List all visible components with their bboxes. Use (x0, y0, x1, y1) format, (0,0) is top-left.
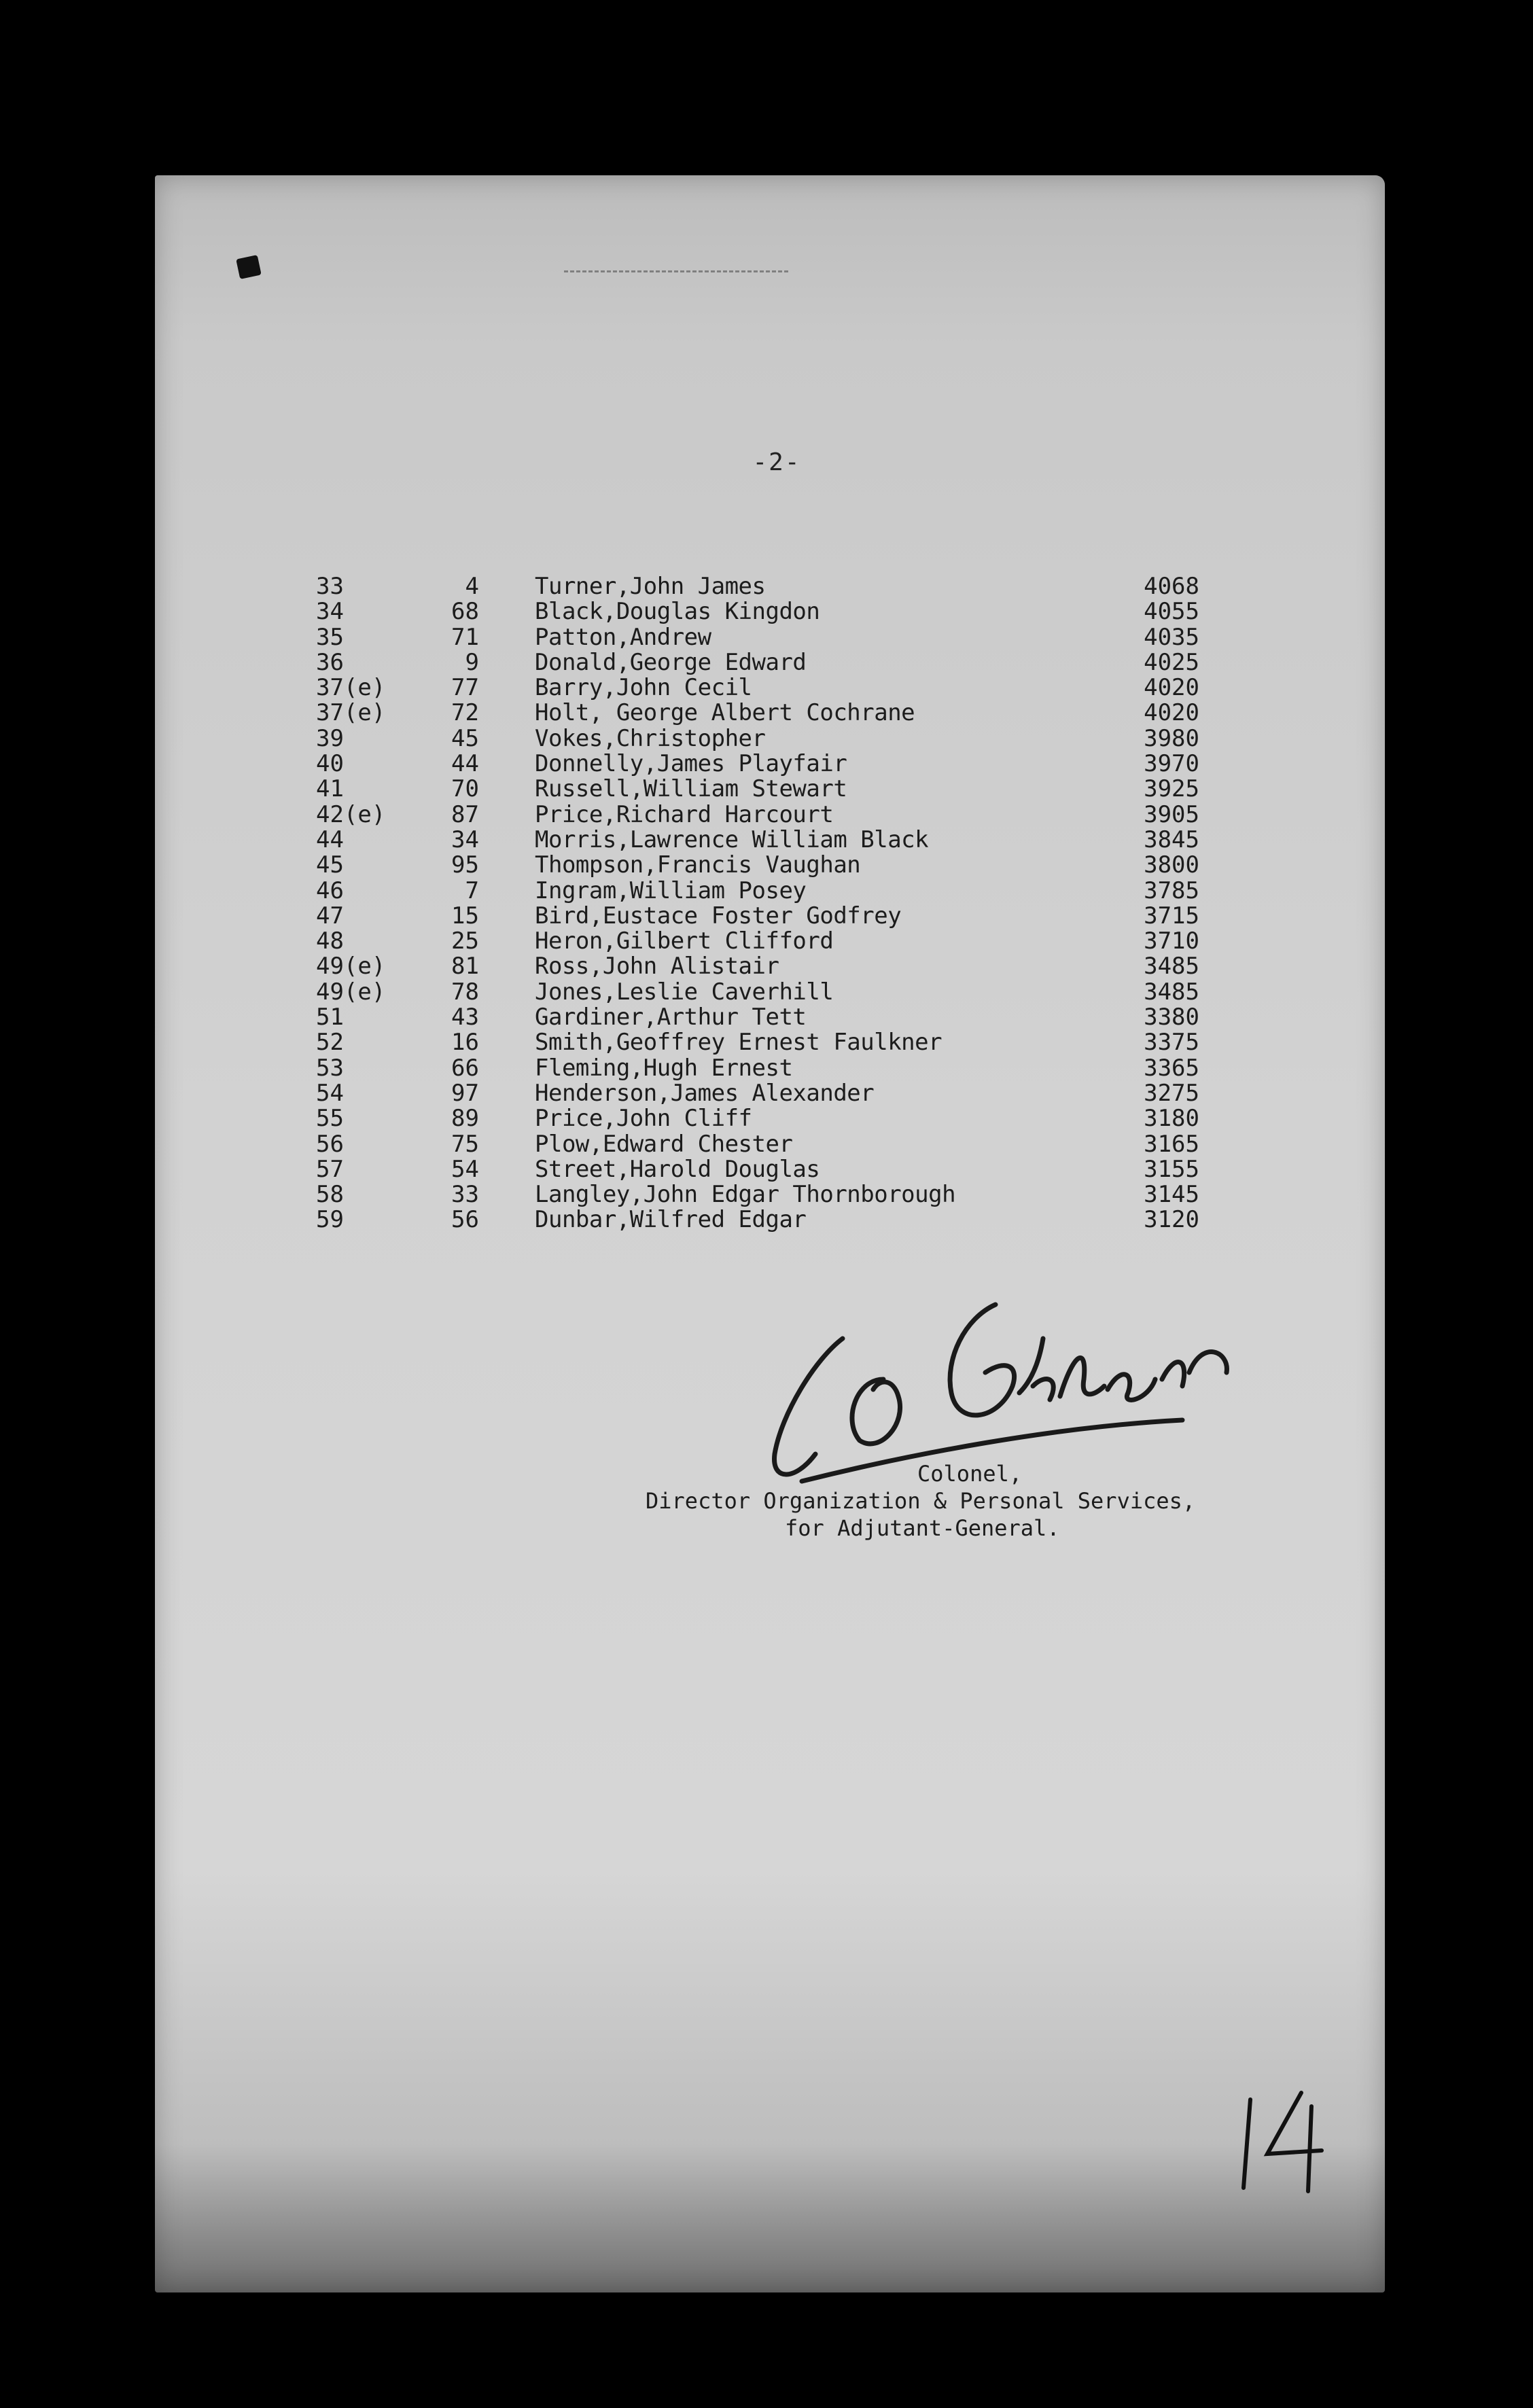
name-cell: Ingram,William Posey (535, 877, 807, 904)
name-cell: Dunbar,Wilfred Edgar (535, 1206, 807, 1234)
score-cell: 3365 (1144, 1054, 1199, 1082)
rank-cell: 55 (316, 1105, 344, 1133)
name-cell: Price,Richard Harcourt (535, 800, 834, 828)
rank-cell: 35 (316, 623, 344, 651)
pencil-page-number (1227, 2079, 1349, 2195)
name-cell: Morris,Lawrence William Black (535, 826, 929, 853)
score-cell: 4025 (1144, 648, 1199, 676)
name-cell: Street,Harold Douglas (535, 1155, 820, 1183)
name-cell: Donald,George Edward (535, 648, 807, 676)
score-cell: 4055 (1144, 598, 1199, 626)
name-cell: Smith,Geoffrey Ernest Faulkner (535, 1029, 942, 1057)
number-cell: 54 (451, 1155, 479, 1183)
table-row (316, 1106, 1199, 1131)
table-row (316, 574, 1199, 599)
rank-cell: 47 (316, 902, 344, 929)
rank-cell: 52 (316, 1029, 344, 1057)
score-cell: 4068 (1144, 573, 1199, 600)
name-cell: Turner,John James (535, 573, 766, 600)
table-row (316, 625, 1199, 650)
score-cell: 3925 (1144, 775, 1199, 803)
number-cell: 16 (451, 1029, 479, 1057)
rank-cell: 48 (316, 927, 344, 955)
signatory-rank: Colonel, (917, 1461, 1023, 1487)
score-cell: 3380 (1144, 1004, 1199, 1031)
table-row (316, 1182, 1199, 1207)
score-cell: 3275 (1144, 1079, 1199, 1107)
name-cell: Jones,Leslie Caverhill (535, 978, 834, 1006)
rank-cell: 37(e) (316, 699, 386, 727)
name-cell: Vokes,Christopher (535, 724, 766, 752)
table-row (316, 802, 1199, 828)
rank-cell: 58 (316, 1181, 344, 1209)
score-cell: 3845 (1144, 826, 1199, 853)
score-cell: 3120 (1144, 1206, 1199, 1234)
number-cell: 56 (451, 1206, 479, 1234)
table-row (316, 751, 1199, 777)
rank-cell: 41 (316, 775, 344, 803)
name-cell: Henderson,James Alexander (535, 1079, 875, 1107)
table-row (316, 675, 1199, 701)
score-cell: 3165 (1144, 1130, 1199, 1158)
name-cell: Holt, George Albert Cochrane (535, 699, 915, 727)
name-cell: Langley,John Edgar Thornborough (535, 1181, 956, 1209)
rank-cell: 53 (316, 1054, 344, 1082)
table-row (316, 599, 1199, 624)
ranking-table (316, 574, 1199, 1233)
name-cell: Thompson,Francis Vaughan (535, 851, 861, 879)
rank-cell: 44 (316, 826, 344, 853)
number-cell: 77 (451, 674, 479, 702)
score-cell: 3800 (1144, 851, 1199, 879)
score-cell: 3970 (1144, 750, 1199, 778)
signatory-for: for Adjutant-General. (785, 1515, 1060, 1541)
rank-cell: 49(e) (316, 978, 386, 1006)
number-cell: 71 (451, 623, 479, 651)
table-row (316, 1081, 1199, 1106)
number-cell: 81 (451, 953, 479, 980)
score-cell: 3485 (1144, 953, 1199, 980)
name-cell: Bird,Eustace Foster Godfrey (535, 902, 902, 929)
name-cell: Black,Douglas Kingdon (535, 598, 820, 626)
score-cell: 3710 (1144, 927, 1199, 955)
number-cell: 70 (451, 775, 479, 803)
table-row (316, 1056, 1199, 1081)
name-cell: Donnelly,James Playfair (535, 750, 847, 778)
table-row (316, 1030, 1199, 1055)
number-cell: 75 (451, 1130, 479, 1158)
table-row (316, 904, 1199, 929)
name-cell: Patton,Andrew (535, 623, 711, 651)
score-cell: 3180 (1144, 1105, 1199, 1133)
number-cell: 34 (451, 826, 479, 853)
faint-header-marks (564, 270, 788, 278)
table-row (316, 1207, 1199, 1233)
number-cell: 33 (451, 1181, 479, 1209)
rank-cell: 36 (316, 648, 344, 676)
number-cell: 87 (451, 800, 479, 828)
table-row (316, 954, 1199, 979)
name-cell: Barry,John Cecil (535, 674, 752, 702)
number-cell: 4 (465, 573, 479, 600)
table-row (316, 701, 1199, 726)
name-cell: Ross,John Alistair (535, 953, 779, 980)
table-row (316, 828, 1199, 853)
rank-cell: 34 (316, 598, 344, 626)
table-row (316, 777, 1199, 802)
rank-cell: 46 (316, 877, 344, 904)
score-cell: 4020 (1144, 674, 1199, 702)
score-cell: 3375 (1144, 1029, 1199, 1057)
number-cell: 15 (451, 902, 479, 929)
number-cell: 7 (465, 877, 479, 904)
score-cell: 3905 (1144, 800, 1199, 828)
rank-cell: 57 (316, 1155, 344, 1183)
rank-cell: 51 (316, 1004, 344, 1031)
rank-cell: 40 (316, 750, 344, 778)
number-cell: 72 (451, 699, 479, 727)
number-cell: 25 (451, 927, 479, 955)
number-cell: 9 (465, 648, 479, 676)
score-cell: 3715 (1144, 902, 1199, 929)
signatory-title: Director Organization & Personal Services, (646, 1488, 1196, 1514)
score-cell: 3155 (1144, 1155, 1199, 1183)
number-cell: 43 (451, 1004, 479, 1031)
number-cell: 66 (451, 1054, 479, 1082)
number-cell: 89 (451, 1105, 479, 1133)
score-cell: 3145 (1144, 1181, 1199, 1209)
score-cell: 3785 (1144, 877, 1199, 904)
rank-cell: 39 (316, 724, 344, 752)
number-cell: 97 (451, 1079, 479, 1107)
rank-cell: 56 (316, 1130, 344, 1158)
table-row (316, 853, 1199, 878)
name-cell: Gardiner,Arthur Tett (535, 1004, 807, 1031)
rank-cell: 54 (316, 1079, 344, 1107)
table-row (316, 726, 1199, 751)
table-row (316, 980, 1199, 1005)
score-cell: 3980 (1144, 724, 1199, 752)
number-cell: 45 (451, 724, 479, 752)
name-cell: Price,John Cliff (535, 1105, 752, 1133)
rank-cell: 59 (316, 1206, 344, 1234)
score-cell: 4020 (1144, 699, 1199, 727)
rank-cell: 37(e) (316, 674, 386, 702)
number-cell: 44 (451, 750, 479, 778)
table-row (316, 1157, 1199, 1182)
table-row (316, 929, 1199, 954)
table-row (316, 879, 1199, 904)
number-cell: 78 (451, 978, 479, 1006)
rank-cell: 49(e) (316, 953, 386, 980)
name-cell: Fleming,Hugh Ernest (535, 1054, 793, 1082)
name-cell: Plow,Edward Chester (535, 1130, 793, 1158)
rank-cell: 45 (316, 851, 344, 879)
table-row (316, 1005, 1199, 1030)
score-cell: 3485 (1144, 978, 1199, 1006)
score-cell: 4035 (1144, 623, 1199, 651)
table-row (316, 650, 1199, 675)
table-row (316, 1132, 1199, 1157)
document-page (155, 175, 1385, 2292)
rank-cell: 42(e) (316, 800, 386, 828)
page-number: -2- (752, 448, 801, 476)
name-cell: Heron,Gilbert Clifford (535, 927, 834, 955)
number-cell: 95 (451, 851, 479, 879)
rank-cell: 33 (316, 573, 344, 600)
name-cell: Russell,William Stewart (535, 775, 847, 803)
number-cell: 68 (451, 598, 479, 626)
